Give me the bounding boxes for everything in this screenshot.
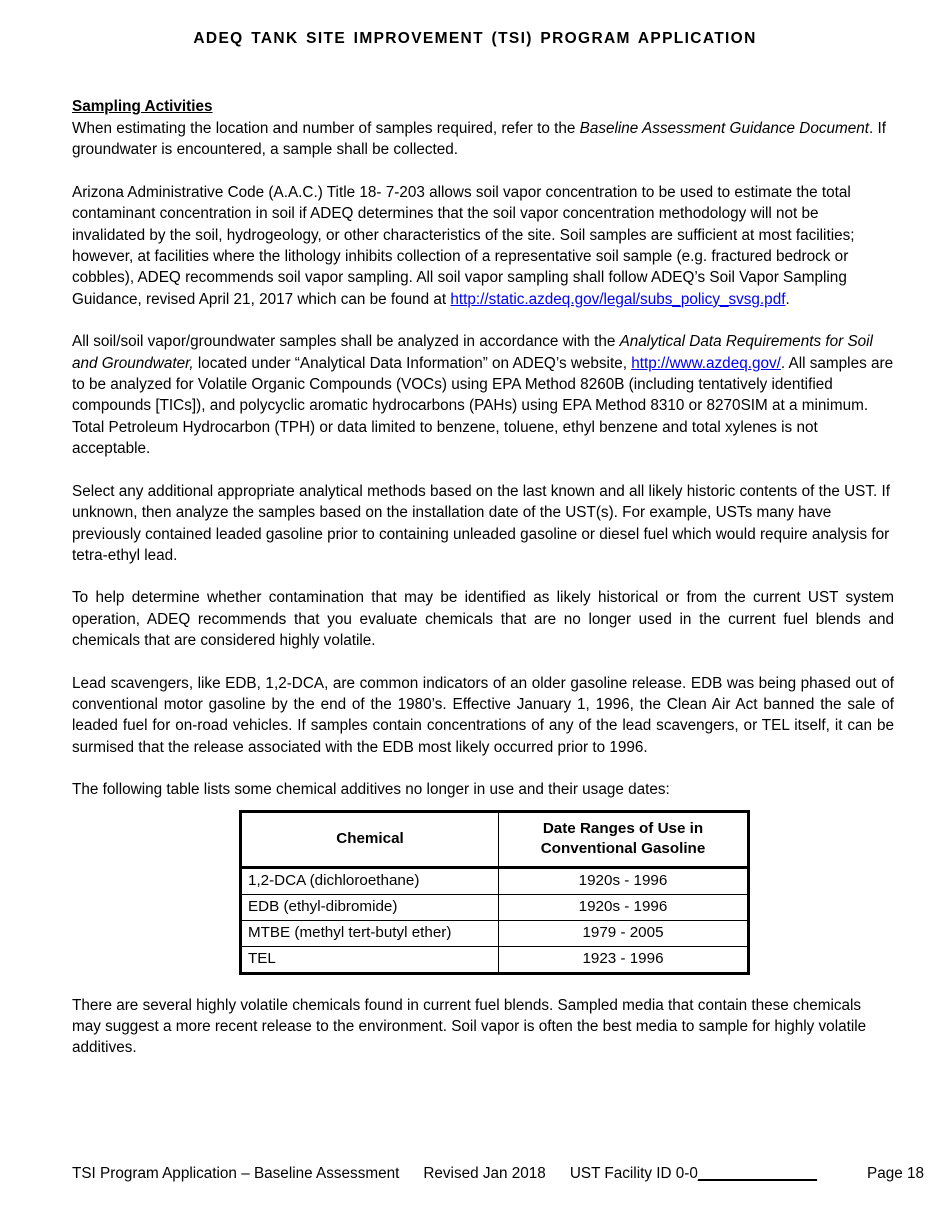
- paragraph-spacer: [72, 975, 894, 995]
- paragraph-aac-soil-vapor: [72, 182, 894, 310]
- table-header-row: [241, 811, 749, 867]
- column-header-chemical: Chemical: [241, 811, 499, 867]
- p1-italic-document-title: Baseline Assessment Guidance Document: [579, 120, 869, 137]
- p3-italic-document-title: Analytical Data Requirements for Soil and Groundwater,: [72, 333, 873, 372]
- p2-lead-text: Arizona Administrative Code (A.A.C.) Title 18- 7-203 allows soil vapor concentration to be used to estimate the total contaminant concentration in soil if ADEQ determines that the soil vapor concentration methodology will not be invalidated by the soil, hydrogeology, or other characteristics of the site. Soil samples are sufficient at most facilities; however, at facilities where the lithology inhibits collection of a representative soil sample (e.g. fractured bedrock or cobbles), ADEQ recommends soil vapor sampling. All soil vapor sampling shall follow ADEQ’s Soil Vapor Sampling Guidance, revised April 21, 2017 which can be found at: [72, 183, 855, 308]
- p3-tail-text: . All samples are to be analyzed for Volatile Organic Compounds (VOCs) using EPA Method 8260B (including tentatively identified compounds [TICs]), and polycyclic aromatic hydrocarbons (PAHs) using EPA Method 8310 or 8270SIM at a minimum. Total Petroleum Hydrocarbon (TPH) or data limited to benzene, toluene, ethyl benzene and total xylenes is not acceptable.: [72, 354, 894, 458]
- table-body: [241, 867, 749, 973]
- paragraph-spacer: [72, 566, 894, 587]
- footer-facility-id-blank[interactable]: ______________: [697, 1165, 818, 1182]
- chemical-additives-table-wrapper: [72, 810, 894, 975]
- cell-chemical-name: MTBE (methyl tert-butyl ether): [241, 920, 499, 946]
- link-soil-vapor-guidance-pdf[interactable]: http://static.azdeq.gov/legal/subs_policy_svsg.pdf: [450, 290, 786, 308]
- table-head: [241, 811, 749, 867]
- table-row: [241, 920, 749, 946]
- cell-chemical-name: EDB (ethyl-dibromide): [241, 894, 499, 920]
- paragraph-highly-volatile-chemicals: There are several highly volatile chemicals found in current fuel blends. Sampled media that contain these chemicals may suggest a more recent release to the environment. Soil vapor is often the best media to sample for highly volatile additives.: [72, 996, 867, 1057]
- p1-tail-text: . If groundwater is encountered, a sample shall be collected.: [72, 120, 886, 159]
- footer-page-number: Page 18: [867, 1165, 925, 1182]
- chemical-additives-table: [239, 810, 750, 975]
- section-heading-sampling-activities: Sampling Activities: [72, 98, 213, 115]
- paragraph-lead-scavengers: Lead scavengers, like EDB, 1,2-DCA, are common indicators of an older gasoline release. EDB was being phased out of conventional motor gasoline by the end of the 1980’s. Effective January 1, 1996, the Clean Air Act banned the sale of leaded fuel for on-road vehicles. If samples contain concentrations of any of the lead scavengers, or TEL itself, it can be surmised that the release associated with the EDB most likely occurred prior to 1996.: [72, 674, 894, 756]
- paragraph-sampling-intro: [72, 118, 894, 161]
- table-row: [241, 894, 749, 920]
- cell-date-range: 1920s - 1996: [499, 867, 749, 894]
- footer-facility-id-label: UST Facility ID 0-0: [569, 1165, 698, 1182]
- p2-tail-text: .: [785, 290, 790, 308]
- page-header-title: ADEQ TANK SITE IMPROVEMENT (TSI) PROGRAM APPLICATION: [193, 30, 757, 47]
- cell-date-range: 1979 - 2005: [499, 920, 749, 946]
- cell-chemical-name: 1,2-DCA (dichloroethane): [241, 867, 499, 894]
- p3-mid-text: located under “Analytical Data Information” on ADEQ’s website,: [193, 354, 632, 372]
- cell-chemical-name: TEL: [241, 946, 499, 973]
- column-header-date-ranges: [499, 811, 749, 867]
- link-adeq-website[interactable]: http://www.azdeq.gov/: [631, 354, 781, 372]
- paragraph-contamination-determination: To help determine whether contamination that may be identified as likely historical or from the current UST system operation, ADEQ recommends that you evaluate chemicals that are no longer used in the current fuel blends and chemicals that are considered highly volatile.: [72, 589, 894, 650]
- page-footer: [72, 1163, 925, 1184]
- paragraph-spacer: [72, 161, 894, 182]
- document-body: [72, 96, 894, 1059]
- footer-document-name: TSI Program Application – Baseline Assessment: [72, 1165, 400, 1182]
- paragraph-spacer: [72, 460, 894, 481]
- paragraph-additional-analytical-methods: Select any additional appropriate analytical methods based on the last known and all likely historic contents of the UST. If unknown, then analyze the samples based on the installation date of the UST(s). For example, USTs many have previously contained leaded gasoline prior to containing unleaded gasoline or diesel fuel which would require analysis for tetra-ethyl lead.: [72, 482, 891, 564]
- paragraph-spacer: [72, 758, 894, 779]
- paragraph-analytical-data-requirements: [72, 331, 894, 459]
- paragraph-spacer: [72, 310, 894, 331]
- footer-revision-date: Revised Jan 2018: [423, 1165, 546, 1182]
- column-header-date-ranges-line1: Date Ranges of Use in: [542, 819, 704, 837]
- p1-lead-text: When estimating the location and number of samples required, refer to the: [72, 120, 580, 137]
- column-header-date-ranges-line2: Conventional Gasoline: [540, 839, 706, 857]
- cell-date-range: 1923 - 1996: [499, 946, 749, 973]
- paragraph-table-intro: The following table lists some chemical additives no longer in use and their usage dates:: [72, 781, 670, 799]
- p3-lead-text: All soil/soil vapor/groundwater samples shall be analyzed in accordance with the: [72, 333, 620, 351]
- table-row: [241, 867, 749, 894]
- paragraph-spacer: [72, 652, 894, 673]
- cell-date-range: 1920s - 1996: [499, 894, 749, 920]
- table-row: [241, 946, 749, 973]
